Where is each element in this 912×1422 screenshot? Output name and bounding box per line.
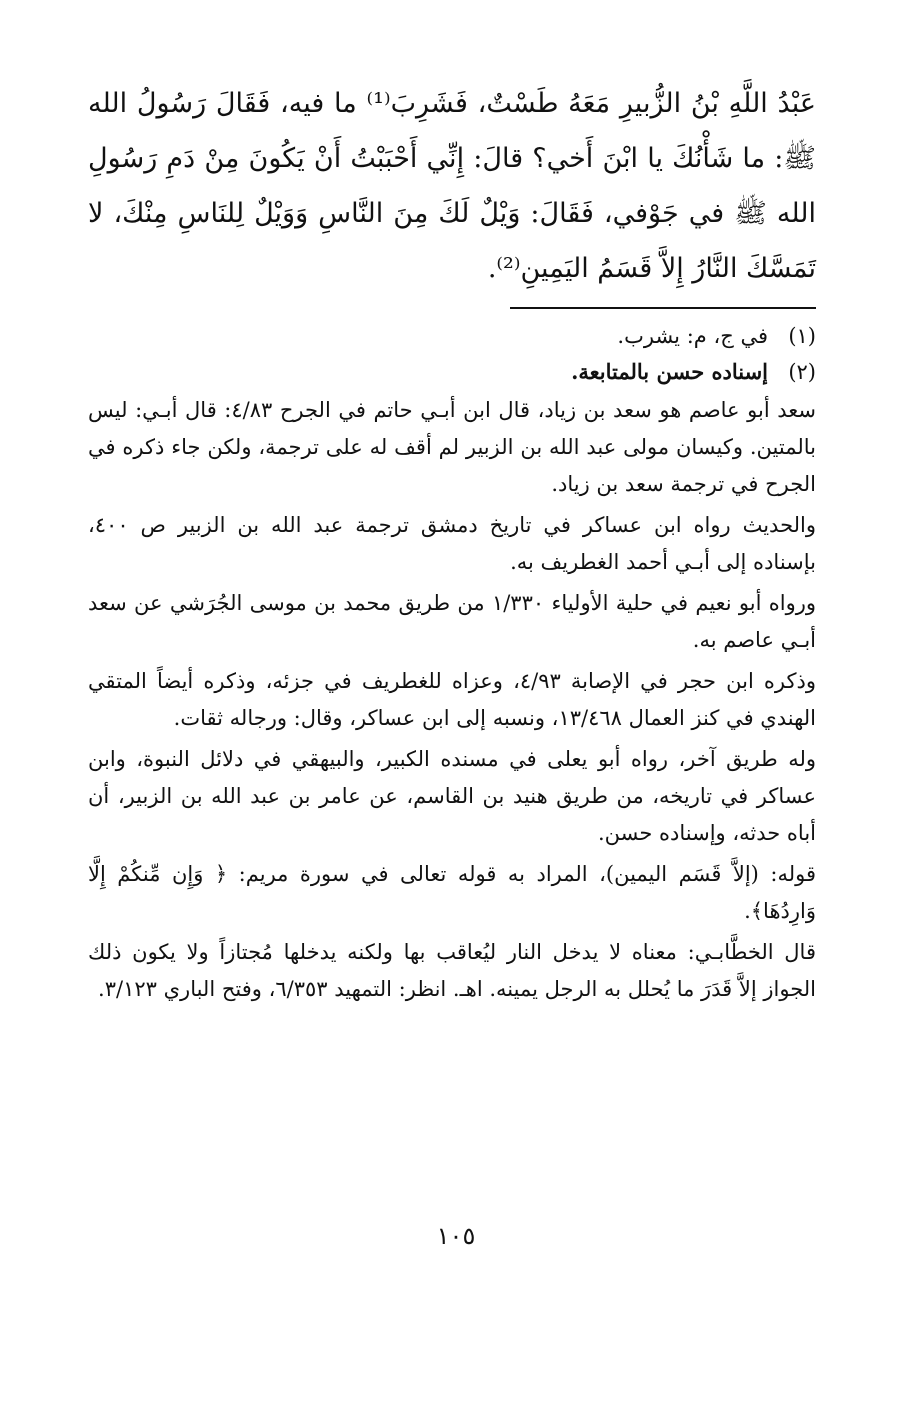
commentary-paragraph: قوله: (إلاَّ قَسَم اليمين)، المراد به قوله تعالى في سورة مريم: ﴿ وَإِن مِّنكُمْ إِلَّا وَارِدُهَا﴾. (88, 862, 816, 923)
footnote-text: إسناده حسن بالمتابعة. (571, 359, 768, 384)
commentary-paragraph: والحديث رواه ابن عساكر في تاريخ دمشق ترجمة عبد الله بن الزبير ص ٤٠٠، بإسناده إلى أبـي أحمد الغطريف به. (88, 513, 816, 574)
commentary-paragraph: ورواه أبو نعيم في حلية الأولياء ١/٣٣٠ من طريق محمد بن موسى الجُرَشي عن سعد أبـي عاصم به. (88, 591, 816, 652)
footnote-number: (٢) (788, 360, 816, 384)
footnote-number: (١) (788, 324, 816, 348)
hadith-main-text: عَبْدُ اللَّهِ بْنُ الزُّبيرِ مَعَهُ طَسْتٌ، فَشَرِبَ⁽¹⁾ ما فيه، فَقَالَ رَسُولُ الله ﷺ: ما شَأْنُكَ يا ابْنَ أَخي؟ قالَ: إِنِّي أَحْبَبْتُ أَنْ يَكُونَ مِنْ دَمِ رَسُولِ الله ﷺ في جَوْفي، فَقَالَ: وَيْلٌ لَكَ مِنَ النَّاسِ وَوَيْلٌ لِلنَاسِ مِنْكَ، لا تَمَسَّكَ النَّارُ إِلاَّ قَسَمُ اليَمِينِ⁽²⁾. (88, 88, 816, 284)
footnote-text: في ج، م: يشرب. (617, 324, 768, 348)
commentary-paragraph: وله طريق آخر، رواه أبو يعلى في مسنده الكبير، والبيهقي في دلائل النبوة، وابن عساكر في تاريخه، من طريق هنيد بن القاسم، عن عامر بن عبد الله بن الزبير، أن أباه حدثه، وإسناده حسن. (88, 747, 816, 845)
commentary-paragraph: قال الخطَّابـي: معناه لا يدخل النار ليُعاقب بها ولكنه يدخلها مُجتازاً ولا يكون ذلك الجواز إلاَّ قَدَرَ ما يُحلل به الرجل يمينه. اهـ. انظر: التمهيد ٦/٣٥٣، وفتح الباري ٣/١٢٣. (88, 940, 816, 1001)
page-number: ١٠٥ (436, 1222, 476, 1250)
footnote-separator (510, 307, 816, 309)
footnotes-section (88, 318, 816, 1012)
commentary-paragraph: سعد أبو عاصم هو سعد بن زياد، قال ابن أبـي حاتم في الجرح ٤/٨٣: قال أبـي: ليس بالمتين. وكيسان مولى عبد الله بن الزبير لم أقف له على ترجمة، ولكن جاء ذكره في الجرح في ترجمة سعد بن زياد. (88, 398, 816, 496)
footnote-1 (88, 318, 816, 354)
commentary-paragraph: وذكره ابن حجر في الإصابة ٤/٩٣، وعزاه للغطريف في جزئه، وذكره أيضاً المتقي الهندي في كنز العمال ١٣/٤٦٨، ونسبه إلى ابن عساكر، وقال: ورجاله ثقات. (88, 669, 816, 730)
footnote-2 (88, 354, 816, 390)
